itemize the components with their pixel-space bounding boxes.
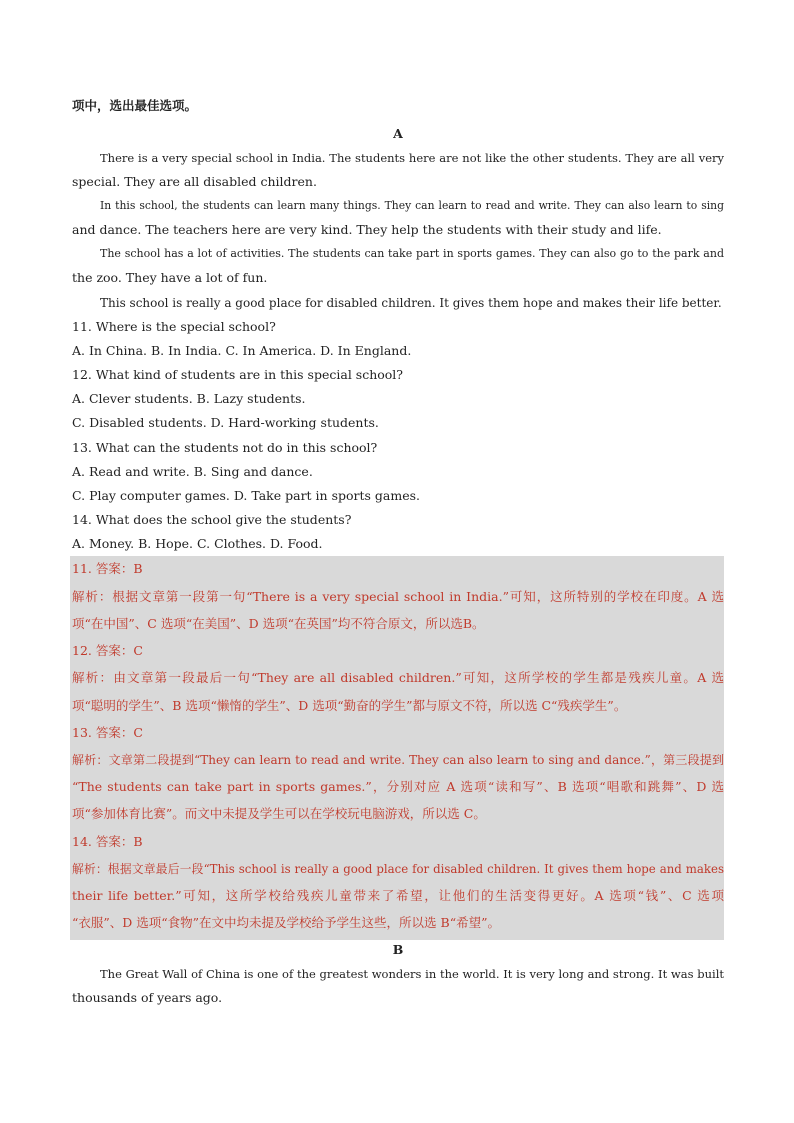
answer-line: 11. 答案：B <box>72 561 143 576</box>
passage-a-line: The school has a lot of activities. The students can take part in sports games. They can also go to the park and <box>100 247 724 260</box>
passage-a-title: A <box>393 126 403 141</box>
answer-line: “衣服”、D 选项“食物”在文中均未提及学校给予学生这些，所以选 B“希望”。 <box>72 915 500 930</box>
passage-b-line: The Great Wall of China is one of the greatest wonders in the world. It is very long and strong. It was built <box>100 967 724 981</box>
passage-a-line: In this school, the students can learn many things. They can learn to read and write. They can also learn to sing <box>100 199 724 212</box>
question-14-options: A. Money. B. Hope. C. Clothes. D. Food. <box>72 536 323 551</box>
passage-a-line: This school is really a good place for disabled children. It gives them hope and makes their life better. <box>100 296 722 310</box>
answer-explanation-block <box>70 556 724 940</box>
answer-line: 解析：根据文章第一段第一句“There is a very special school in India.”可知，这所特别的学校在印度。A 选 <box>72 589 724 604</box>
answer-line: their life better.”可知，这所学校给残疾儿童带来了希望，让他们的生活变得更好。A 选项“钱”、C 选项 <box>72 888 724 903</box>
passage-b-title: B <box>392 942 404 957</box>
answer-line: 项“在中国”、C 选项“在美国”、D 选项“在英国”均不符合原文，所以选B。 <box>72 616 485 631</box>
passage-a-line: special. They are all disabled children. <box>72 174 317 189</box>
answer-line: 14. 答案：B <box>72 834 143 849</box>
answer-line: 13. 答案：C <box>72 725 143 740</box>
answer-line: 解析：文章第二段提到“They can learn to read and write. They can also learn to sing and dance.”，第三段提到 <box>72 753 724 767</box>
answer-line: 项“聪明的学生”、B 选项“懒惰的学生”、D 选项“勤奋的学生”都与原文不符，所以选 C“残疾学生”。 <box>72 698 627 713</box>
answer-line: 12. 答案：C <box>72 643 143 658</box>
question-11-options: A. In China. B. In India. C. In America. D. In England. <box>72 343 412 358</box>
section-intro: 项中，选出最佳选项。 <box>72 98 198 113</box>
passage-a-line: and dance. The teachers here are very kind. They help the students with their study and life. <box>72 222 662 237</box>
question-14: 14. What does the school give the students? <box>72 512 352 527</box>
question-13-options: C. Play computer games. D. Take part in sports games. <box>72 488 420 503</box>
question-12-options: C. Disabled students. D. Hard-working students. <box>72 415 379 430</box>
passage-a-line: There is a very special school in India. The students here are not like the other students. They are all very <box>100 151 724 165</box>
answer-line: “The students can take part in sports games.”，分别对应 A 选项“读和写”、B 选项“唱歌和跳舞”、D 选 <box>72 779 724 794</box>
passage-b-line: thousands of years ago. <box>72 990 223 1005</box>
question-12: 12. What kind of students are in this special school? <box>72 367 404 382</box>
answer-line: 解析：根据文章最后一段“This school is really a good place for disabled children. It gives them hope and makes <box>72 862 724 876</box>
question-12-options: A. Clever students. B. Lazy students. <box>72 391 306 406</box>
answer-line: 解析：由文章第一段最后一句“They are all disabled children.”可知，这所学校的学生都是残疾儿童。A 选 <box>72 670 724 685</box>
question-11: 11. Where is the special school? <box>72 319 276 334</box>
question-13-options: A. Read and write. B. Sing and dance. <box>72 464 313 479</box>
passage-a-line: the zoo. They have a lot of fun. <box>72 270 268 285</box>
answer-line: 项“参加体育比赛”。而文中未提及学生可以在学校玩电脑游戏，所以选 C。 <box>72 806 486 821</box>
question-13: 13. What can the students not do in this school? <box>72 440 378 455</box>
